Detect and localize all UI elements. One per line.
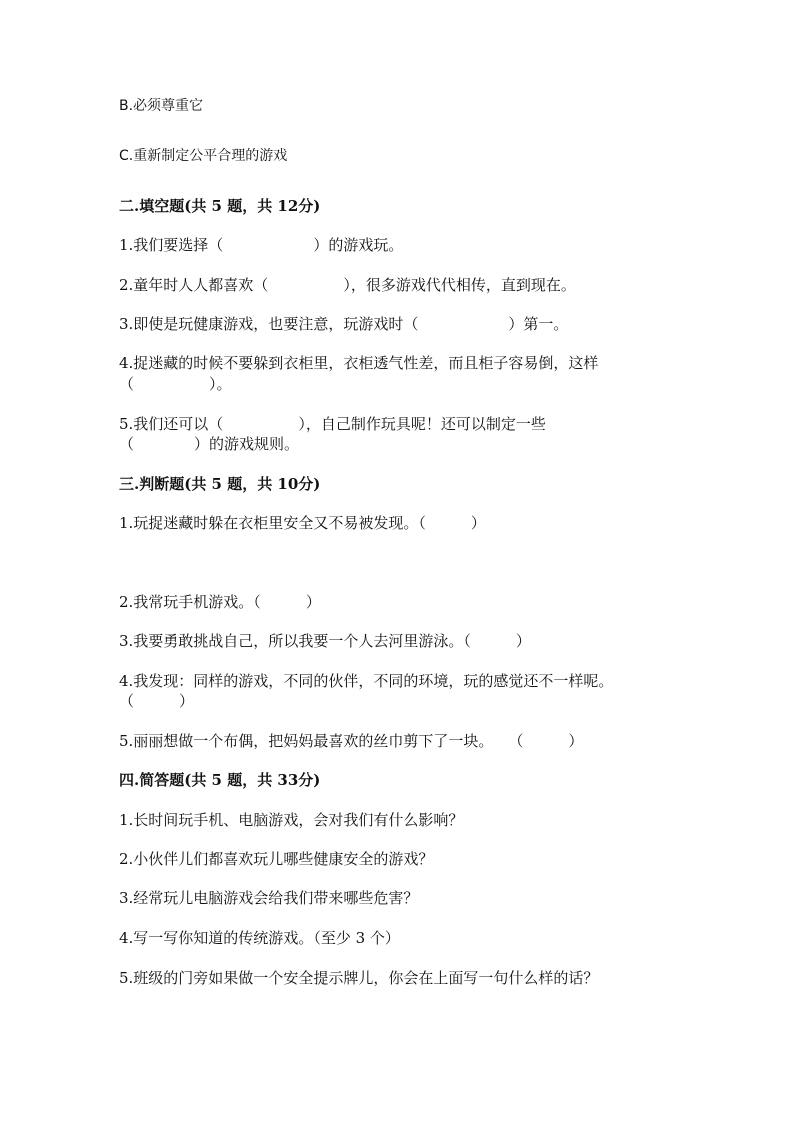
question-line: （ ）。 [119,375,232,393]
section-title-true-false: 三.判断题(共 5 题，共 10分) [119,475,321,493]
question-line: （ ） [119,692,195,710]
question-line: 1.玩捉迷藏时躲在衣柜里安全又不易被发现。（ ） [119,514,486,532]
question-line: 3.即使是玩健康游戏，也要注意，玩游戏时（ ）第一。 [119,315,569,333]
question-line: 1.我们要选择（ ）的游戏玩。 [119,236,404,254]
option-b: B.必须尊重它 [119,98,204,114]
question-line: 5.丽丽想做一个布偶，把妈妈最喜欢的丝巾剪下了一块。 （ ） [119,732,584,750]
question-line: 5.我们还可以（ ），自己制作玩具呢！还可以制定一些 [119,415,546,433]
question-line: 3.经常玩儿电脑游戏会给我们带来哪些危害？ [119,889,419,907]
question-line: 5.班级的门旁如果做一个安全提示牌儿，你会在上面写一句什么样的话？ [119,969,599,987]
question-line: 1.长时间玩手机、电脑游戏，会对我们有什么影响？ [119,811,464,829]
question-line: 4.捉迷藏的时候不要躲到衣柜里，衣柜透气性差，而且柜子容易倒，这样 [119,354,599,372]
question-line: 2.小伙伴儿们都喜欢玩儿哪些健康安全的游戏？ [119,850,434,868]
option-c: C.重新制定公平合理的游戏 [119,148,288,164]
question-line: 3.我要勇敢挑战自己，所以我要一个人去河里游泳。（ ） [119,632,531,650]
section-title-short-answer: 四.简答题(共 5 题，共 33分) [119,771,321,789]
section-title-fill-blank: 二.填空题(共 5 题，共 12分) [119,197,321,215]
question-line: 2.我常玩手机游戏。（ ） [119,593,321,611]
question-line: 2.童年时人人都喜欢（ ），很多游戏代代相传，直到现在。 [119,276,576,294]
question-line: 4.我发现：同样的游戏，不同的伙伴，不同的环境，玩的感觉还不一样呢。 [119,672,614,690]
question-line: 4.写一写你知道的传统游戏。（至少 3 个） [119,929,400,947]
question-line: （ ）的游戏规则。 [119,435,300,453]
